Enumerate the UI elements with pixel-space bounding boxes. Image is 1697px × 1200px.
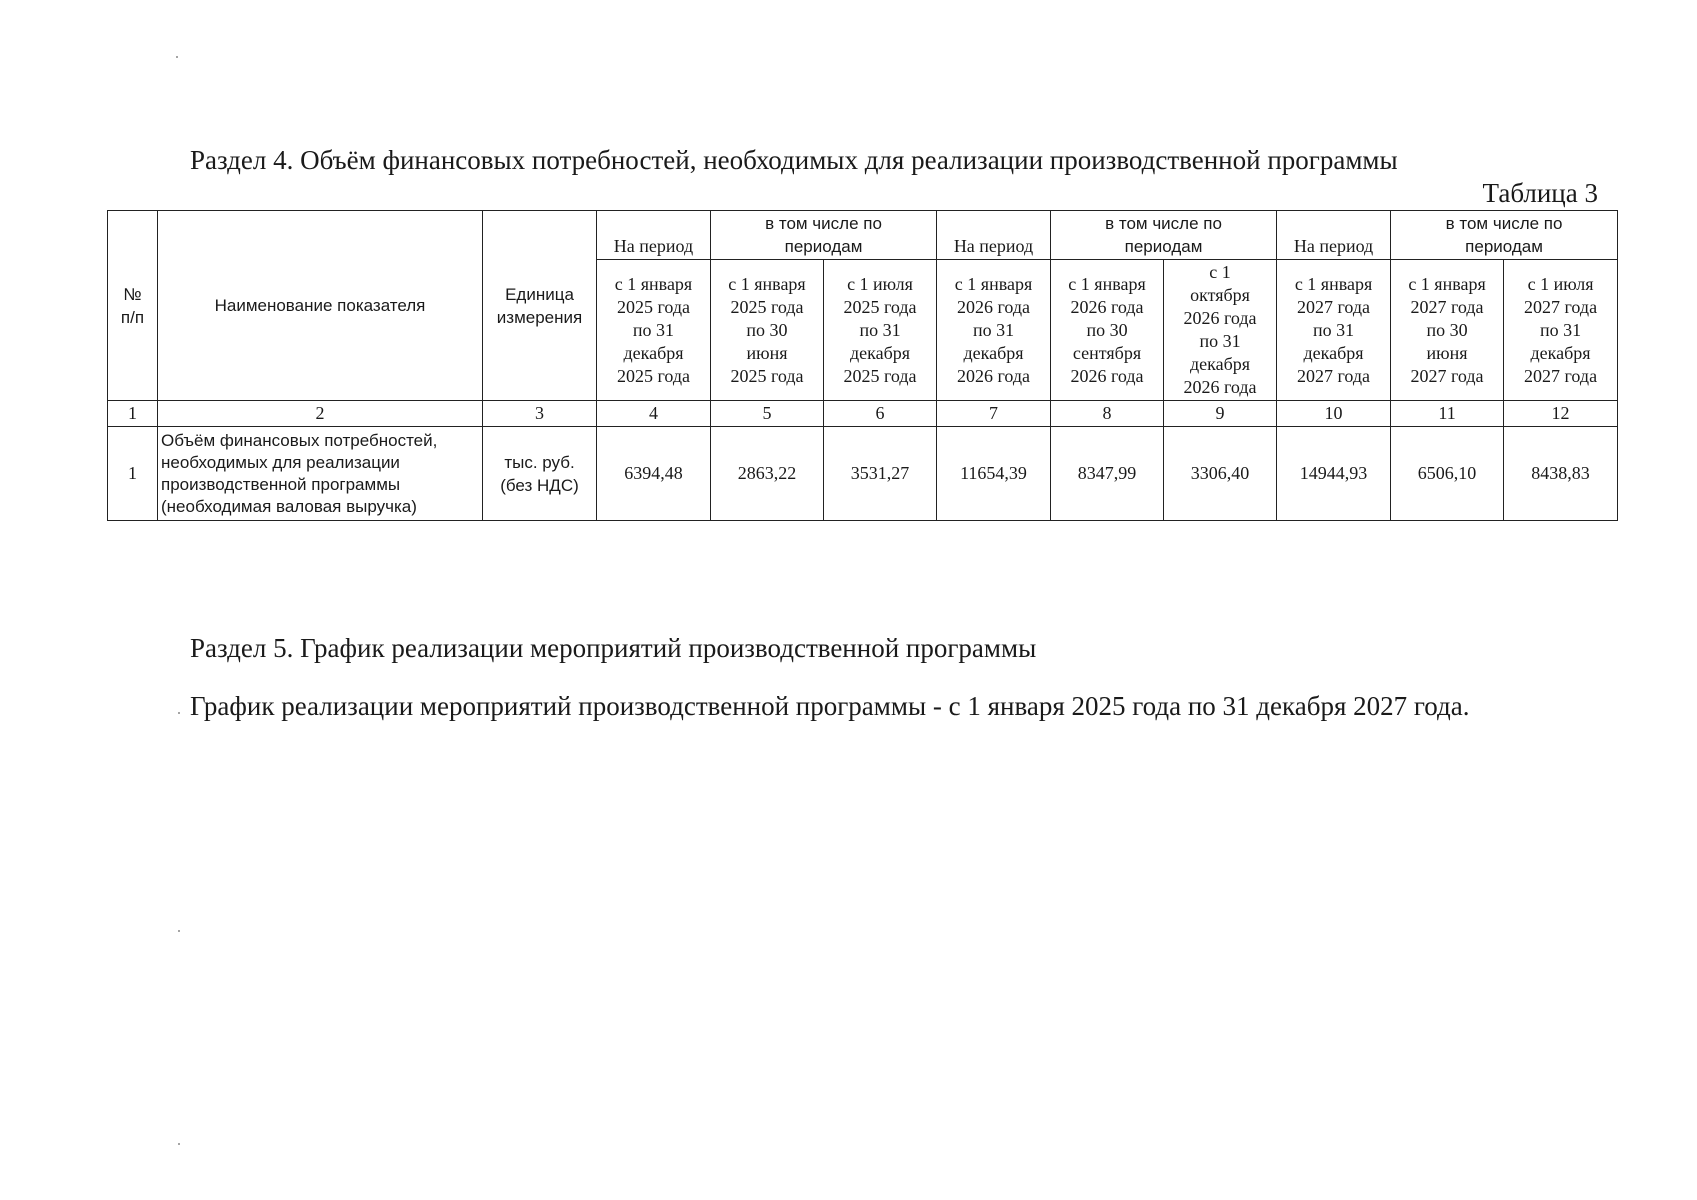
financial-needs-table <box>107 210 1618 521</box>
header-2027-h1: с 1 января 2027 года по 30 июня 2027 года <box>1391 260 1504 401</box>
row-value: 8347,99 <box>1051 427 1164 521</box>
row-unit: тыс. руб. (без НДС) <box>483 427 597 521</box>
scan-speck <box>178 712 180 714</box>
column-number: 10 <box>1277 401 1391 427</box>
row-num: 1 <box>108 427 158 521</box>
header-incl-2025: в том числе по периодам <box>711 211 937 260</box>
row-value: 8438,83 <box>1504 427 1618 521</box>
section4-title: Раздел 4. Объём финансовых потребностей, необходимых для реализации производственной программы <box>190 145 1398 175</box>
column-number: 9 <box>1164 401 1277 427</box>
row-value: 11654,39 <box>937 427 1051 521</box>
column-number: 8 <box>1051 401 1164 427</box>
scan-speck <box>178 930 180 932</box>
section5-title: Раздел 5. График реализации мероприятий производственной программы <box>190 633 1037 663</box>
column-number: 12 <box>1504 401 1618 427</box>
row-value: 6506,10 <box>1391 427 1504 521</box>
row-value: 6394,48 <box>597 427 711 521</box>
scan-speck <box>178 1143 180 1145</box>
header-period-2026: На период <box>937 211 1051 260</box>
column-number: 1 <box>108 401 158 427</box>
header-unit: Единица измерения <box>483 211 597 401</box>
header-range-2026: с 1 января 2026 года по 31 декабря 2026 года <box>937 260 1051 401</box>
row-name: Объём финансовых потребностей, необходимых для реализации производственной программы (необходимая валовая выручка) <box>158 427 483 521</box>
section5-text: График реализации мероприятий производственной программы - с 1 января 2025 года по 31 декабря 2027 года. <box>190 691 1470 721</box>
row-value: 3306,40 <box>1164 427 1277 521</box>
column-number: 3 <box>483 401 597 427</box>
header-period-2025: На период <box>597 211 711 260</box>
header-2026-h1: с 1 января 2026 года по 30 сентября 2026 года <box>1051 260 1164 401</box>
column-number: 5 <box>711 401 824 427</box>
header-num: № п/п <box>108 211 158 401</box>
table-label: Таблица 3 <box>1482 178 1598 208</box>
column-number-row <box>108 401 1618 427</box>
header-range-2025: с 1 января 2025 года по 31 декабря 2025 года <box>597 260 711 401</box>
row-value: 2863,22 <box>711 427 824 521</box>
row-value: 14944,93 <box>1277 427 1391 521</box>
header-2026-h2: с 1 октября 2026 года по 31 декабря 2026 года <box>1164 260 1277 401</box>
header-row-top <box>108 211 1618 260</box>
header-name: Наименование показателя <box>158 211 483 401</box>
column-number: 2 <box>158 401 483 427</box>
header-incl-2026: в том числе по периодам <box>1051 211 1277 260</box>
header-range-2027: с 1 января 2027 года по 31 декабря 2027 года <box>1277 260 1391 401</box>
table-row <box>108 427 1618 521</box>
column-number: 7 <box>937 401 1051 427</box>
column-number: 4 <box>597 401 711 427</box>
scan-speck <box>176 56 178 58</box>
row-value: 3531,27 <box>824 427 937 521</box>
column-number: 6 <box>824 401 937 427</box>
header-incl-2027: в том числе по периодам <box>1391 211 1618 260</box>
header-2025-h1: с 1 января 2025 года по 30 июня 2025 года <box>711 260 824 401</box>
column-number: 11 <box>1391 401 1504 427</box>
header-2027-h2: с 1 июля 2027 года по 31 декабря 2027 года <box>1504 260 1618 401</box>
header-2025-h2: с 1 июля 2025 года по 31 декабря 2025 года <box>824 260 937 401</box>
header-period-2027: На период <box>1277 211 1391 260</box>
